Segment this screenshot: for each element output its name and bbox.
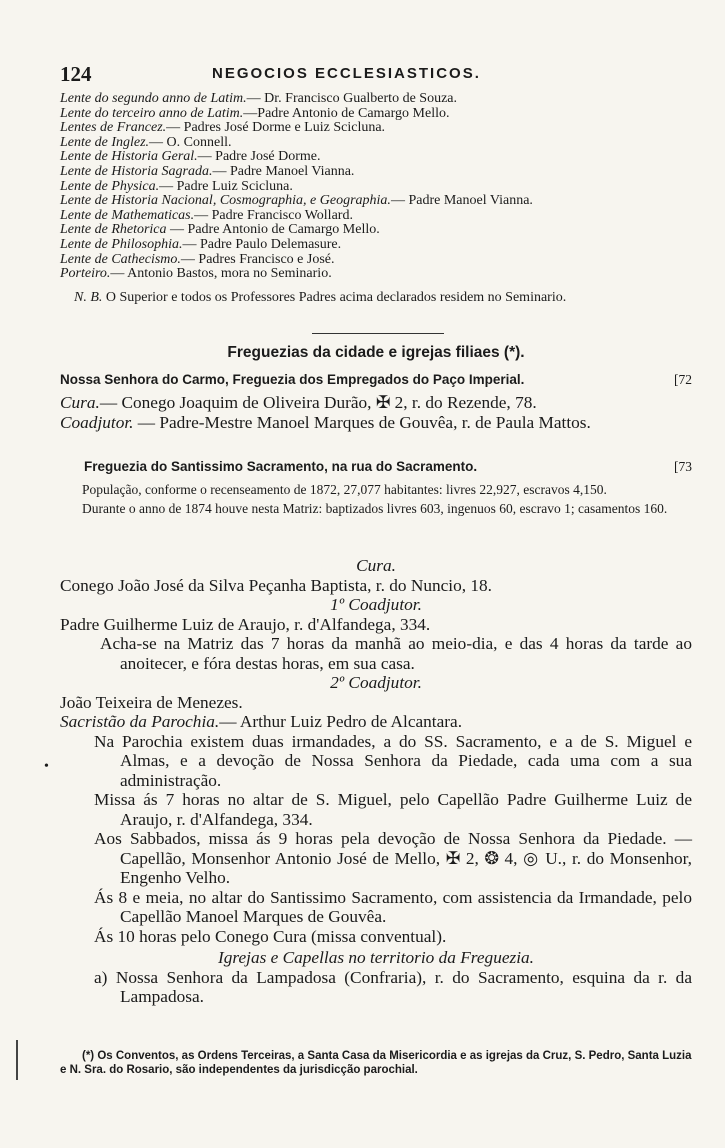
staff-role: Lente de Cathecismo.: [60, 251, 181, 267]
item-a-text: Nossa Senhora da Lampadosa (Confraria), r. do Sacramento, esquina da r. da Lampadosa.: [115, 967, 692, 1006]
carmo-coadjutor-text: — Padre-Mestre Manoel Marques de Gouvêa, r. de Paula Mattos.: [133, 412, 591, 432]
staff-line: [60, 194, 692, 209]
cura-heading: Cura.: [356, 556, 396, 575]
carmo-page-ref: [72: [674, 372, 692, 387]
staff-role: Lente de Historia Geral.: [60, 149, 198, 165]
carmo-heading-text: Nossa Senhora do Carmo, Freguezia dos Empregados do Paço Imperial.: [60, 372, 525, 387]
coadjutor1-note: Acha-se na Matriz das 7 horas da manhã ao meio-dia, e das 4 horas da tarde ao anoitecer, e fóra destas horas, em sua casa.: [100, 634, 692, 673]
sacristao-label: Sacristão da Parochia.: [60, 712, 220, 731]
page-header: [60, 62, 690, 86]
nb-note: [60, 291, 692, 306]
staff-line: [60, 165, 692, 180]
para-missa7: Missa ás 7 horas no altar de S. Miguel, pelo Capellão Padre Guilherme Luiz de Araujo, r. d'Alfandega, 334.: [94, 790, 692, 829]
staff-role: Lente de Inglez.: [60, 134, 150, 150]
coadjutor2-heading: 2º Coadjutor.: [330, 673, 422, 692]
sacristao: [60, 712, 692, 732]
staff-line: [60, 223, 692, 238]
staff-text: — Padre José Dorme.: [197, 149, 321, 165]
staff-role: Lente de Physica.: [60, 178, 160, 194]
staff-role: Lentes de Francez.: [60, 120, 167, 136]
margin-mark: [16, 1040, 18, 1080]
staff-text: —Padre Antonio de Camargo Mello.: [243, 105, 450, 121]
staff-role: Porteiro.: [60, 266, 111, 282]
staff-line: [60, 136, 692, 151]
staff-line: [60, 92, 692, 107]
coadjutor1-heading: 1º Coadjutor.: [330, 595, 422, 614]
igrejas-heading: Igrejas e Capellas no territorio da Freguezia.: [218, 948, 534, 967]
item-a-label: a): [94, 967, 108, 987]
sacramento-population: [60, 482, 692, 516]
carmo-heading: [60, 372, 692, 387]
staff-line: [60, 180, 692, 195]
staff-text: — Antonio Bastos, mora no Seminario.: [110, 266, 332, 282]
sacramento-heading: [60, 459, 692, 474]
staff-text: — O. Connell.: [149, 134, 232, 150]
sacramento-heading-text: Freguezia do Santissimo Sacramento, na rua do Sacramento.: [84, 459, 478, 474]
staff-text: — Padre Luiz Scicluna.: [159, 178, 293, 194]
staff-role: Lente do terceiro anno de Latim.: [60, 105, 244, 121]
staff-role: Lente de Philosophia.: [60, 236, 183, 252]
staff-line: [60, 209, 692, 224]
carmo-cura-text: — Conego Joaquim de Oliveira Durão, ✠ 2, r. do Rezende, 78.: [99, 393, 537, 412]
staff-line: [60, 107, 692, 122]
staff-text: — Padres José Dorme e Luiz Scicluna.: [166, 120, 386, 136]
staff-text: — Padre Manoel Vianna.: [390, 193, 533, 209]
staff-list: [60, 92, 692, 282]
staff-text: — Dr. Francisco Gualberto de Souza.: [246, 91, 457, 106]
carmo-cura-label: Cura.: [60, 393, 100, 412]
coadjutor2-text: João Teixeira de Menezes.: [60, 692, 243, 712]
staff-text: — Padre Francisco Wollard.: [194, 207, 353, 223]
staff-line: [60, 238, 692, 253]
staff-role: Lente de Rhetorica: [60, 222, 167, 238]
staff-role: Lente de Mathematicas.: [60, 207, 195, 223]
sacramento-clergy: [60, 556, 692, 1007]
carmo-coadjutor-label: Coadjutor.: [60, 412, 134, 432]
staff-text: — Padre Manoel Vianna.: [212, 163, 355, 179]
staff-line: [60, 267, 692, 282]
item-a: [60, 968, 692, 1007]
coadjutor1-text: Padre Guilherme Luiz de Araujo, r. d'Alfandega, 334.: [60, 614, 431, 634]
margin-bullet: •: [44, 759, 49, 774]
carmo-coadjutor: [60, 413, 692, 433]
staff-line: [60, 121, 692, 136]
section-title: Freguezias da cidade e igrejas filiaes (*).: [227, 344, 525, 361]
carmo-clergy: [60, 393, 692, 432]
staff-line: [60, 150, 692, 165]
running-title: NEGOCIOS ECCLESIASTICOS.: [212, 65, 481, 82]
staff-text: — Padres Francisco e José.: [180, 251, 335, 267]
section-divider: [312, 333, 444, 334]
page-number: 124: [60, 62, 92, 86]
para-sabbados: Aos Sabbados, missa ás 9 horas pela devoção de Nossa Senhora da Piedade. — Capellão, Monsenhor Antonio José de Mello, ✠ 2, ❂ 4, ◎ U., r. do Monsenhor, Engenho Velho.: [94, 829, 692, 887]
staff-line: [60, 253, 692, 268]
staff-role: Lente de Historia Nacional, Cosmographia, e Geographia.: [60, 193, 391, 209]
staff-role: Lente de Historia Sagrada.: [60, 163, 213, 179]
para-irmandades: Na Parochia existem duas irmandades, a do SS. Sacramento, e a de S. Miguel e Almas, e a devoção de Nossa Senhora da Piedade, cada uma com a sua administração.: [94, 731, 692, 790]
para-10: Ás 10 horas pelo Conego Cura (missa conventual).: [94, 926, 447, 946]
staff-text: — Padre Paulo Delemasure.: [182, 236, 342, 252]
carmo-cura: [60, 393, 692, 413]
sacristao-text: — Arthur Luiz Pedro de Alcantara.: [219, 712, 463, 731]
sacramento-page-ref: [73: [674, 459, 692, 474]
footnote: (*) Os Conventos, as Ordens Terceiras, a Santa Casa da Misericordia e as igrejas da Cruz, S. Pedro, Santa Luzia e N. Sra. do Rosario, são independentes da jurisdicção parochial.: [60, 1050, 692, 1076]
staff-text: — Padre Antonio de Camargo Mello.: [166, 222, 380, 238]
baptisms-text: Durante o anno de 1874 houve nesta Matriz: baptizados livres 603, ingenuos 60, escravo 1; casamentos 160.: [82, 500, 668, 516]
staff-role: Lente do segundo anno de Latim.: [60, 91, 247, 106]
nb-text: O Superior e todos os Professores Padres acima declarados residem no Seminario.: [102, 290, 567, 305]
population-text: População, conforme o recenseamento de 1872, 27,077 habitantes: livres 22,927, escravos 4,150.: [82, 482, 607, 497]
cura-text: Conego João José da Silva Peçanha Baptista, r. do Nuncio, 18.: [60, 575, 492, 595]
para-8emeia: Ás 8 e meia, no altar do Santissimo Sacramento, com assistencia da Irmandade, pelo Capellão Manoel Marques de Gouvêa.: [94, 887, 692, 926]
nb-label: N. B.: [74, 290, 103, 305]
